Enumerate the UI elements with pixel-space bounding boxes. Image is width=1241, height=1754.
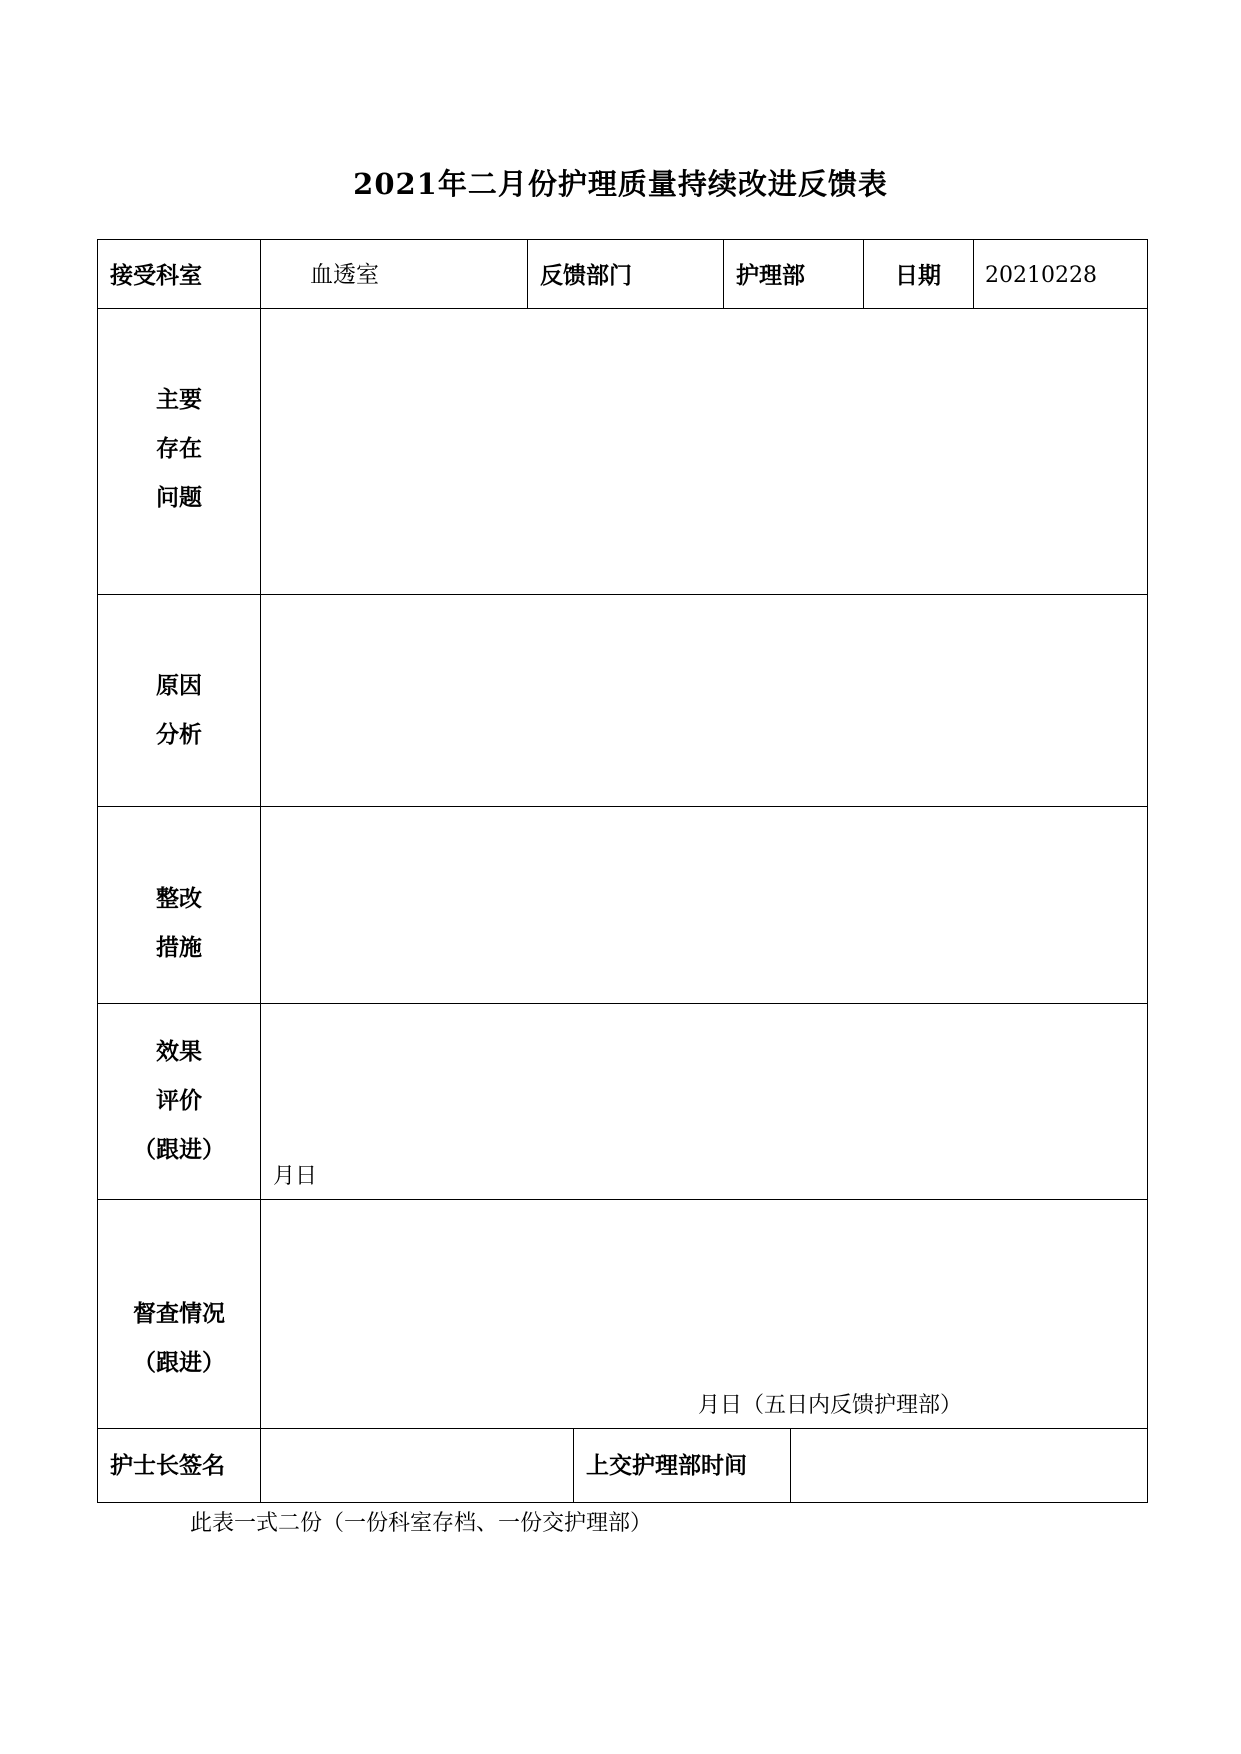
column-divider (863, 240, 864, 308)
receive-dept-value: 血透室 (310, 262, 379, 288)
column-divider (260, 240, 261, 1502)
head-nurse-signature-label: 护士长签名 (110, 1452, 225, 1479)
problems-label: 主要 存在 问题 (156, 386, 202, 511)
feedback-dept-value: 护理部 (736, 262, 805, 289)
row-divider (98, 594, 1147, 595)
analysis-label: 原因 分析 (156, 672, 202, 748)
column-divider (790, 1428, 791, 1502)
evaluation-date-note: 月日 (273, 1164, 318, 1189)
form-title: 2021年二月份护理质量持续改进反馈表 (353, 167, 888, 201)
row-divider (98, 308, 1147, 309)
supervision-label: 督查情况 （跟进） (133, 1300, 225, 1376)
row-divider (98, 1003, 1147, 1004)
column-divider (973, 240, 974, 308)
feedback-dept-label: 反馈部门 (540, 262, 632, 289)
date-value: 20210228 (985, 263, 1097, 288)
supervision-date-note: 月日（五日内反馈护理部） (698, 1393, 963, 1418)
date-label: 日期 (895, 262, 941, 289)
row-divider (98, 806, 1147, 807)
measures-label: 整改 措施 (156, 885, 202, 961)
column-divider (527, 240, 528, 308)
column-divider (723, 240, 724, 308)
evaluation-label: 效果 评价 （跟进） (133, 1038, 225, 1163)
column-divider (573, 1428, 574, 1502)
row-divider (98, 1428, 1147, 1429)
submit-time-label: 上交护理部时间 (586, 1452, 747, 1479)
receive-dept-label: 接受科室 (110, 262, 202, 289)
footnote: 此表一式二份（一份科室存档、一份交护理部） (190, 1511, 653, 1536)
feedback-table (97, 239, 1148, 1503)
row-divider (98, 1199, 1147, 1200)
